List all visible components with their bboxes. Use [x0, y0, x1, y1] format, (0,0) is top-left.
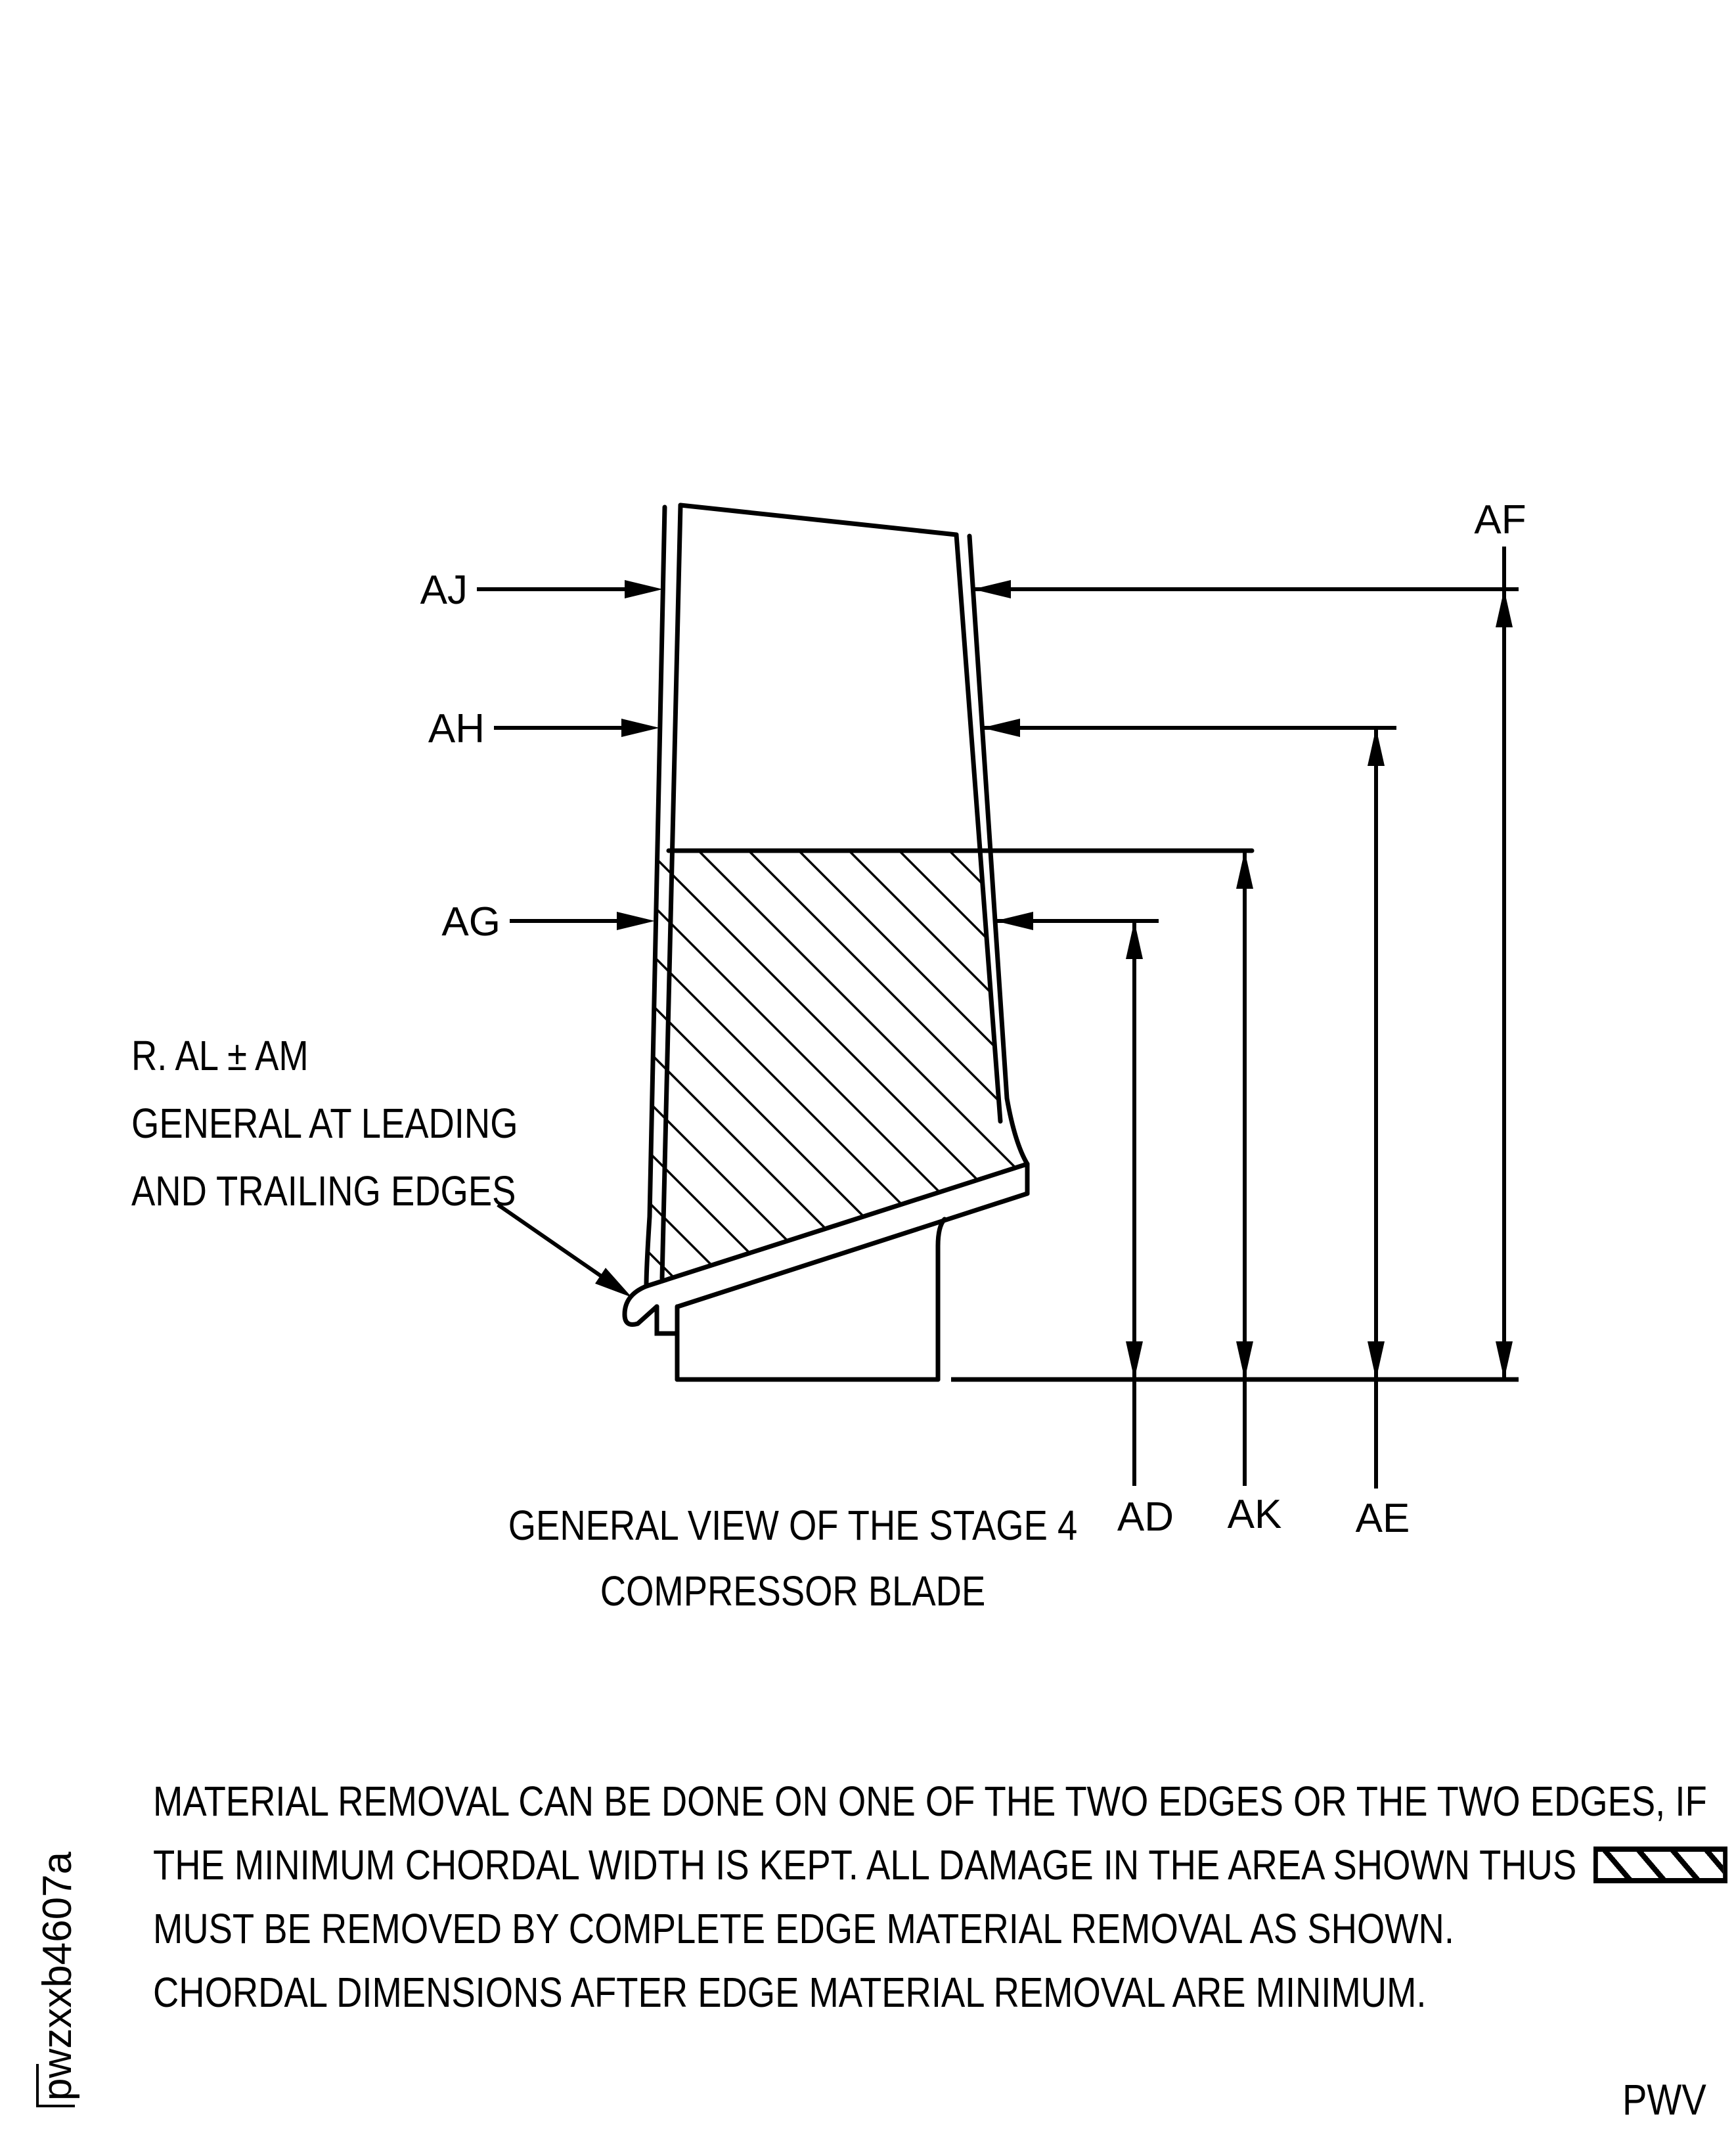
- arrow-ad-top: [1126, 921, 1143, 959]
- arrow-aj-right: [973, 580, 1011, 598]
- notes-line2-text: THE MINIMUM CHORDAL WIDTH IS KEPT. ALL DAMAGE IN THE AREA SHOWN THUS: [153, 1841, 1577, 1889]
- figure-caption-line1: GENERAL VIEW OF THE STAGE 4: [508, 1502, 1078, 1549]
- label-ae: AE: [1355, 1496, 1410, 1541]
- label-aj: AJ: [420, 568, 468, 613]
- label-ak: AK: [1227, 1492, 1282, 1537]
- drawing-code: pwzxxb4607a: [35, 1851, 80, 2101]
- figure-caption: [458, 1492, 1128, 1624]
- arrow-ah-right: [982, 719, 1020, 737]
- root-notch: [657, 1307, 677, 1333]
- hatch-legend-box: [1593, 1847, 1727, 1883]
- notes-line2: [153, 1833, 1727, 1897]
- dimension-lines: [477, 547, 1519, 1489]
- notes-paragraph: [153, 1770, 1727, 2025]
- notes-line3: MUST BE REMOVED BY COMPLETE EDGE MATERIAL REMOVAL AS SHOWN.: [153, 1905, 1454, 1952]
- edge-radius-note-line1: R. AL ± AM: [131, 1032, 309, 1079]
- arrow-af-top: [1496, 589, 1513, 627]
- page-code: PWV: [1622, 2075, 1706, 2124]
- arrow-ah: [621, 719, 659, 737]
- blade-tip-edge: [680, 505, 956, 535]
- notes-line4: CHORDAL DIMENSIONS AFTER EDGE MATERIAL REMOVAL ARE MINIMUM.: [153, 1969, 1427, 2016]
- arrow-note-leader: [595, 1268, 632, 1297]
- label-ah: AH: [428, 706, 485, 751]
- arrow-ak-bottom: [1236, 1341, 1253, 1379]
- label-ad: AD: [1117, 1494, 1174, 1540]
- hatched-damage-area: [646, 851, 1025, 1285]
- edge-radius-note-line3: AND TRAILING EDGES: [131, 1167, 516, 1215]
- arrow-ad-bottom: [1126, 1341, 1143, 1379]
- edge-radius-note: [131, 1022, 518, 1225]
- arrow-ae-top: [1368, 728, 1385, 766]
- label-ag: AG: [441, 899, 501, 945]
- arrow-ak-top: [1236, 851, 1253, 889]
- arrow-ag: [617, 912, 655, 930]
- arrow-aj: [625, 580, 663, 598]
- label-af: AF: [1474, 497, 1526, 543]
- arrow-ag-right: [995, 912, 1033, 930]
- arrow-af-bottom: [1496, 1341, 1513, 1379]
- arrow-ae-bottom: [1368, 1341, 1385, 1379]
- shank-right-edge: [938, 1219, 945, 1379]
- notes-line1: MATERIAL REMOVAL CAN BE DONE ON ONE OF THE TWO EDGES OR THE TWO EDGES, IF: [153, 1778, 1707, 1825]
- edge-radius-note-line2: GENERAL AT LEADING: [131, 1100, 518, 1147]
- figure-caption-line2: COMPRESSOR BLADE: [600, 1567, 986, 1615]
